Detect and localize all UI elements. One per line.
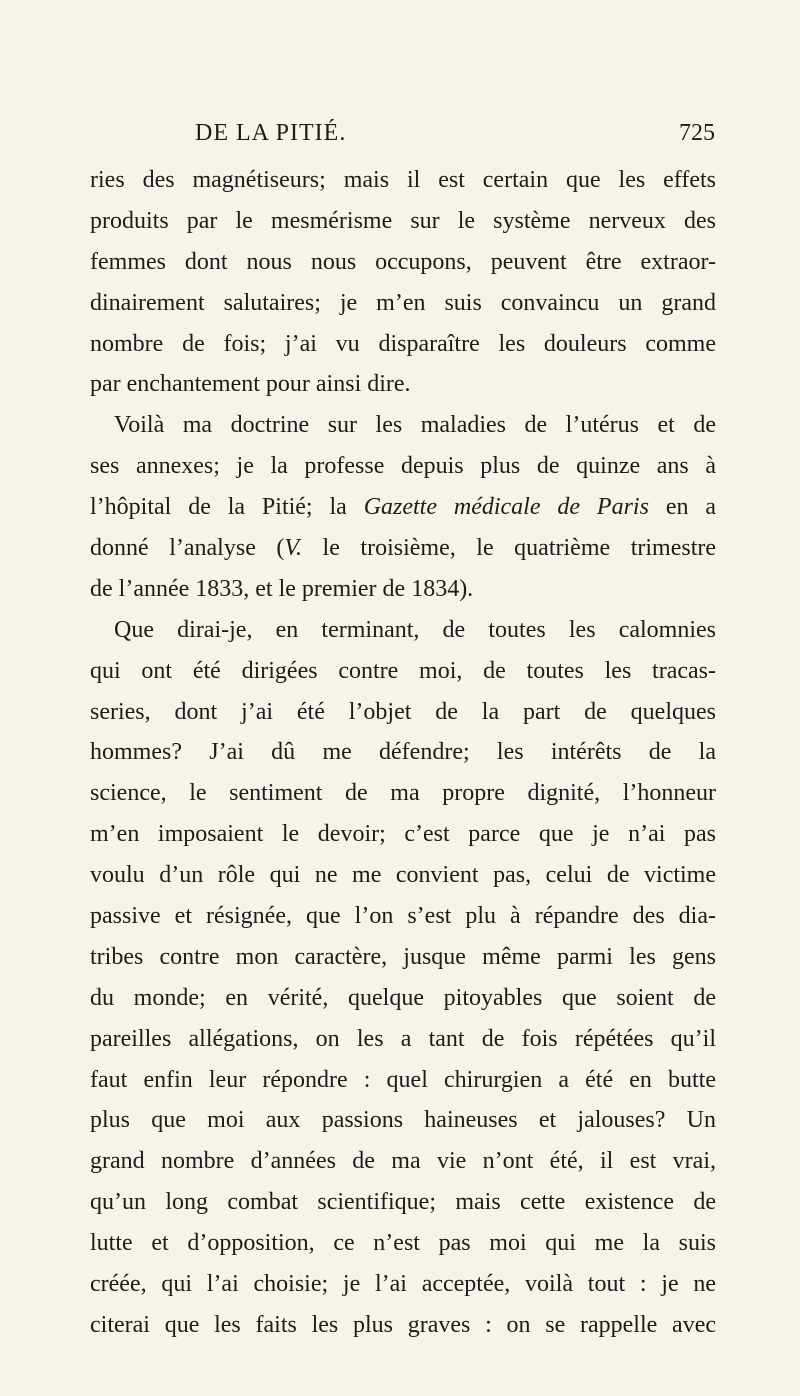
text-line: dinairement salutaires; je m’en suis convaincu un grand <box>90 289 716 316</box>
running-title: DE LA PITIÉ. <box>195 120 347 146</box>
text-line: hommes? J’ai dû me défendre; les intérêts de la <box>90 739 716 766</box>
paragraph-first-line: Voilà ma doctrine sur les maladies de l’utérus et de <box>114 412 716 439</box>
text-line: ries des magnétiseurs; mais il est certain que les effets <box>90 167 716 193</box>
text-line: par enchantement pour ainsi dire. <box>90 371 411 398</box>
text-line: du monde; en vérité, quelque pitoyables que soient de <box>90 984 716 1011</box>
text-line <box>90 528 716 569</box>
text-line: de l’année 1833, et le premier de 1834). <box>90 575 474 602</box>
text-line: produits par le mesmérisme sur le système nerveux des <box>90 207 716 234</box>
page-header <box>195 120 715 152</box>
text-line: qu’un long combat scientifique; mais cette existence de <box>90 1189 716 1216</box>
text-line: ses annexes; je la professe depuis plus de quinze ans à <box>90 453 716 480</box>
body-text <box>90 160 716 1346</box>
text-segment: en a <box>648 494 717 521</box>
text-line: plus que moi aux passions haineuses et jalouses? Un <box>90 1107 716 1134</box>
italic-abbreviation: V. <box>284 535 302 562</box>
paragraph-first-line: Que dirai-je, en terminant, de toutes les calomnies <box>114 616 716 643</box>
text-line: citerai que les faits les plus graves : on se rappelle avec <box>90 1311 716 1338</box>
text-line: faut enfin leur répondre : quel chirurgien a été en butte <box>90 1066 716 1093</box>
text-line: series, dont j’ai été l’objet de la part de quelques <box>90 698 716 725</box>
text-segment: donné l’analyse ( <box>90 535 285 562</box>
text-line: m’en imposaient le devoir; c’est parce que je n’ai pas <box>90 821 716 848</box>
text-line: qui ont été dirigées contre moi, de toutes les tracas- <box>90 657 716 684</box>
text-line <box>90 487 716 528</box>
text-line: science, le sentiment de ma propre dignité, l’honneur <box>90 780 716 807</box>
page-number: 725 <box>679 120 715 146</box>
text-segment: le troisième, le quatrième trimestre <box>301 535 716 562</box>
text-line: lutte et d’opposition, ce n’est pas moi qui me la suis <box>90 1230 716 1257</box>
text-line: grand nombre d’années de ma vie n’ont été, il est vrai, <box>90 1148 716 1175</box>
text-line: tribes contre mon caractère, jusque même parmi les gens <box>90 943 716 970</box>
text-line: pareilles allégations, on les a tant de fois répétées qu’il <box>90 1025 716 1052</box>
italic-citation: Gazette médicale de Paris <box>363 494 649 521</box>
text-line: femmes dont nous nous occupons, peuvent être extraor- <box>90 248 716 275</box>
text-line: voulu d’un rôle qui ne me convient pas, celui de victime <box>90 862 716 889</box>
text-line: passive et résignée, que l’on s’est plu à répandre des dia- <box>90 903 716 930</box>
text-line: créée, qui l’ai choisie; je l’ai acceptée, voilà tout : je ne <box>90 1271 716 1298</box>
text-line: nombre de fois; j’ai vu disparaître les douleurs comme <box>90 330 716 357</box>
text-segment: l’hôpital de la Pitié; la <box>90 494 364 521</box>
